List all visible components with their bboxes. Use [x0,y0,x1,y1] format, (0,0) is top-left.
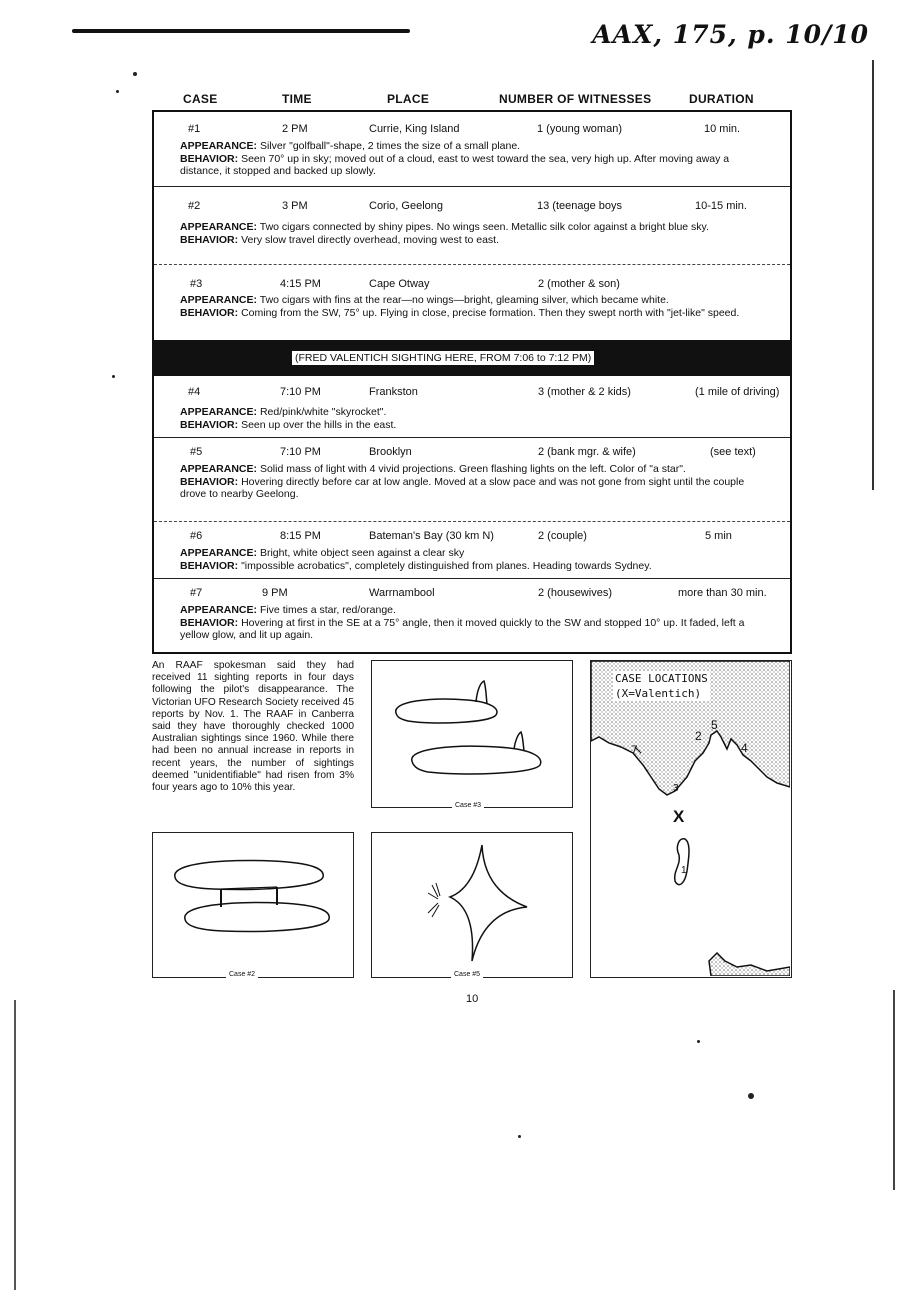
valentich-banner-label: (FRED VALENTICH SIGHTING HERE, FROM 7:06 to 7:12 PM) [292,351,594,365]
column-header-place: PLACE [387,92,430,106]
case-place: Warrnambool [369,587,435,599]
case-duration: more than 30 min. [678,587,767,599]
case-number: #5 [190,446,203,458]
sightings-table [152,110,792,654]
handwritten-archive-note: AAX, 175, p. 10/10 [592,20,869,49]
case-number: #7 [190,587,203,599]
case-appearance: Solid mass of light with 4 vivid projections. Green flashing lights on the left. Color of "a star". [259,463,686,475]
appearance-label: APPEARANCE: [180,547,258,559]
behavior-label: BEHAVIOR: [180,233,239,246]
map-marker-3: 3 [673,783,679,794]
case-appearance: Bright, white object seen against a clear sky [259,547,465,559]
case-number: #1 [188,123,201,135]
scan-speck [748,1093,754,1099]
appearance-label: APPEARANCE: [180,294,258,306]
behavior-label: BEHAVIOR: [180,616,239,629]
case-description [180,140,770,178]
case-appearance: Silver "golfball"-shape, 2 times the size of a small plane. [259,140,521,152]
scan-speck [112,375,115,378]
row-divider [154,264,790,266]
case-description [180,604,770,642]
case-behavior: Seen up over the hills in the east. [241,418,397,431]
map-marker-7: 7 [631,743,638,757]
scan-speck [697,1040,700,1043]
case-time: 4:15 PM [280,278,321,290]
figure-case2 [152,832,354,978]
column-header-time: TIME [282,92,312,106]
case-behavior: Very slow travel directly overhead, moving west to east. [241,233,500,246]
case-behavior: Seen 70° up in sky; moved out of a cloud, east to west toward the sea, very high up. After moving away a distance, it stopped and backed up slowly. [180,152,730,177]
map-sketch [591,661,790,976]
case-duration: 10 min. [704,123,741,135]
behavior-label: BEHAVIOR: [180,152,239,165]
case-number: #6 [190,530,203,542]
figure-caption: Case #2 [226,971,258,978]
column-header-witnesses: NUMBER OF WITNESSES [499,92,652,106]
case-number: #2 [188,200,201,212]
case-number: #4 [188,386,201,398]
case-description [180,463,770,501]
figure-caption: Case #3 [452,802,484,809]
case-description [180,294,770,319]
case-description [180,221,770,246]
case-duration: 10-15 min. [695,200,747,212]
behavior-label: BEHAVIOR: [180,559,239,572]
case-number: #3 [190,278,203,290]
case-witnesses: 2 (couple) [538,530,587,542]
case-witnesses: 1 (young woman) [537,123,622,135]
map-marker-valentich: X [673,807,685,826]
case-appearance: Five times a star, red/orange. [259,604,396,616]
scan-edge-line [872,60,874,490]
figure-case3 [371,660,573,808]
case2-sketch [153,833,352,976]
case-witnesses: 2 (bank mgr. & wife) [538,446,636,458]
case-duration: (1 mile of driving) [695,386,780,398]
case-appearance: Two cigars connected by shiny pipes. No wings seen. Metallic silk color against a bright blue sky. [259,221,709,233]
case-time: 7:10 PM [280,386,321,398]
map-marker-1: 1 [681,865,687,876]
row-divider [154,578,790,580]
figure-case5 [371,832,573,978]
map-marker-4: 4 [741,741,748,755]
map-marker-2: 2 [695,729,702,743]
scan-speck [518,1135,521,1138]
case-place: Frankston [369,386,418,398]
case-witnesses: 13 (teenage boys [537,200,623,212]
case-time: 8:15 PM [280,530,321,542]
scan-speck [133,72,137,76]
map-marker-5: 5 [711,718,718,732]
scan-edge-line [893,990,895,1190]
case-time: 9 PM [262,587,288,599]
column-header-case: CASE [183,92,218,106]
case-place: Bateman's Bay (30 km N) [369,530,494,542]
figure-caption: Case #5 [451,971,483,978]
case-place: Cape Otway [369,278,430,290]
case-locations-map [590,660,792,978]
case-time: 3 PM [282,200,308,212]
case5-sketch [372,833,571,976]
appearance-label: APPEARANCE: [180,463,258,475]
case-duration: (see text) [710,446,756,458]
case3-sketch [372,661,571,806]
case-behavior: "impossible acrobatics", completely distinguished from planes. Heading towards Sydney. [241,559,652,572]
case-place: Corio, Geelong [369,200,443,212]
behavior-label: BEHAVIOR: [180,475,239,488]
case-behavior: Hovering at first in the SE at a 75° angle, then it moved quickly to the SW and stopped 10° up. It faded, left a yellow glow, and lit up again. [180,616,745,641]
case-duration: 5 min [705,530,732,542]
scan-edge-line [14,1000,16,1290]
appearance-label: APPEARANCE: [180,140,258,152]
case-witnesses: 3 (mother & 2 kids) [538,386,631,398]
map-title-line: CASE LOCATIONS [615,672,708,685]
case-appearance: Red/pink/white "skyrocket". [259,406,387,418]
appearance-label: APPEARANCE: [180,221,258,233]
column-header-duration: DURATION [689,92,754,106]
case-behavior: Coming from the SW, 75° up. Flying in close, precise formation. Then they swept north with "jet-like" speed. [241,306,740,319]
case-appearance: Two cigars with fins at the rear—no wings—bright, gleaming silver, which became white. [259,294,669,306]
case-behavior: Hovering directly before car at low angle. Moved at a slow pace and was not gone from sight until the couple drove to nearby Geelong. [180,475,745,500]
page-number: 10 [466,993,479,1005]
map-title [613,671,710,701]
case-witnesses: 2 (mother & son) [538,278,620,290]
case-witnesses: 2 (housewives) [538,587,612,599]
case-time: 2 PM [282,123,308,135]
behavior-label: BEHAVIOR: [180,306,239,319]
row-divider [154,437,790,439]
behavior-label: BEHAVIOR: [180,418,239,431]
case-description [180,406,770,431]
scan-speck [116,90,119,93]
map-title-line: (X=Valentich) [615,687,702,700]
appearance-label: APPEARANCE: [180,604,258,616]
row-divider [154,521,790,523]
case-place: Brooklyn [369,446,412,458]
appearance-label: APPEARANCE: [180,406,258,418]
article-paragraph: An RAAF spokesman said they had received 11 sighting reports in four days following the pilot's disappearance. The Victorian UFO Research Society received 45 reports by Nov. 1. The RAAF in Canberra said they have thoroughly checked 1000 Australian sightings since 1960. While there had been no annual increase in reports in recent years, the number of sightings deemed "unidentifiable" had risen from 3% four years ago to 10% this year. [152,660,354,794]
case-description [180,547,770,572]
row-divider [154,186,790,188]
top-rule [72,29,410,33]
case-time: 7:10 PM [280,446,321,458]
case-place: Currie, King Island [369,123,460,135]
